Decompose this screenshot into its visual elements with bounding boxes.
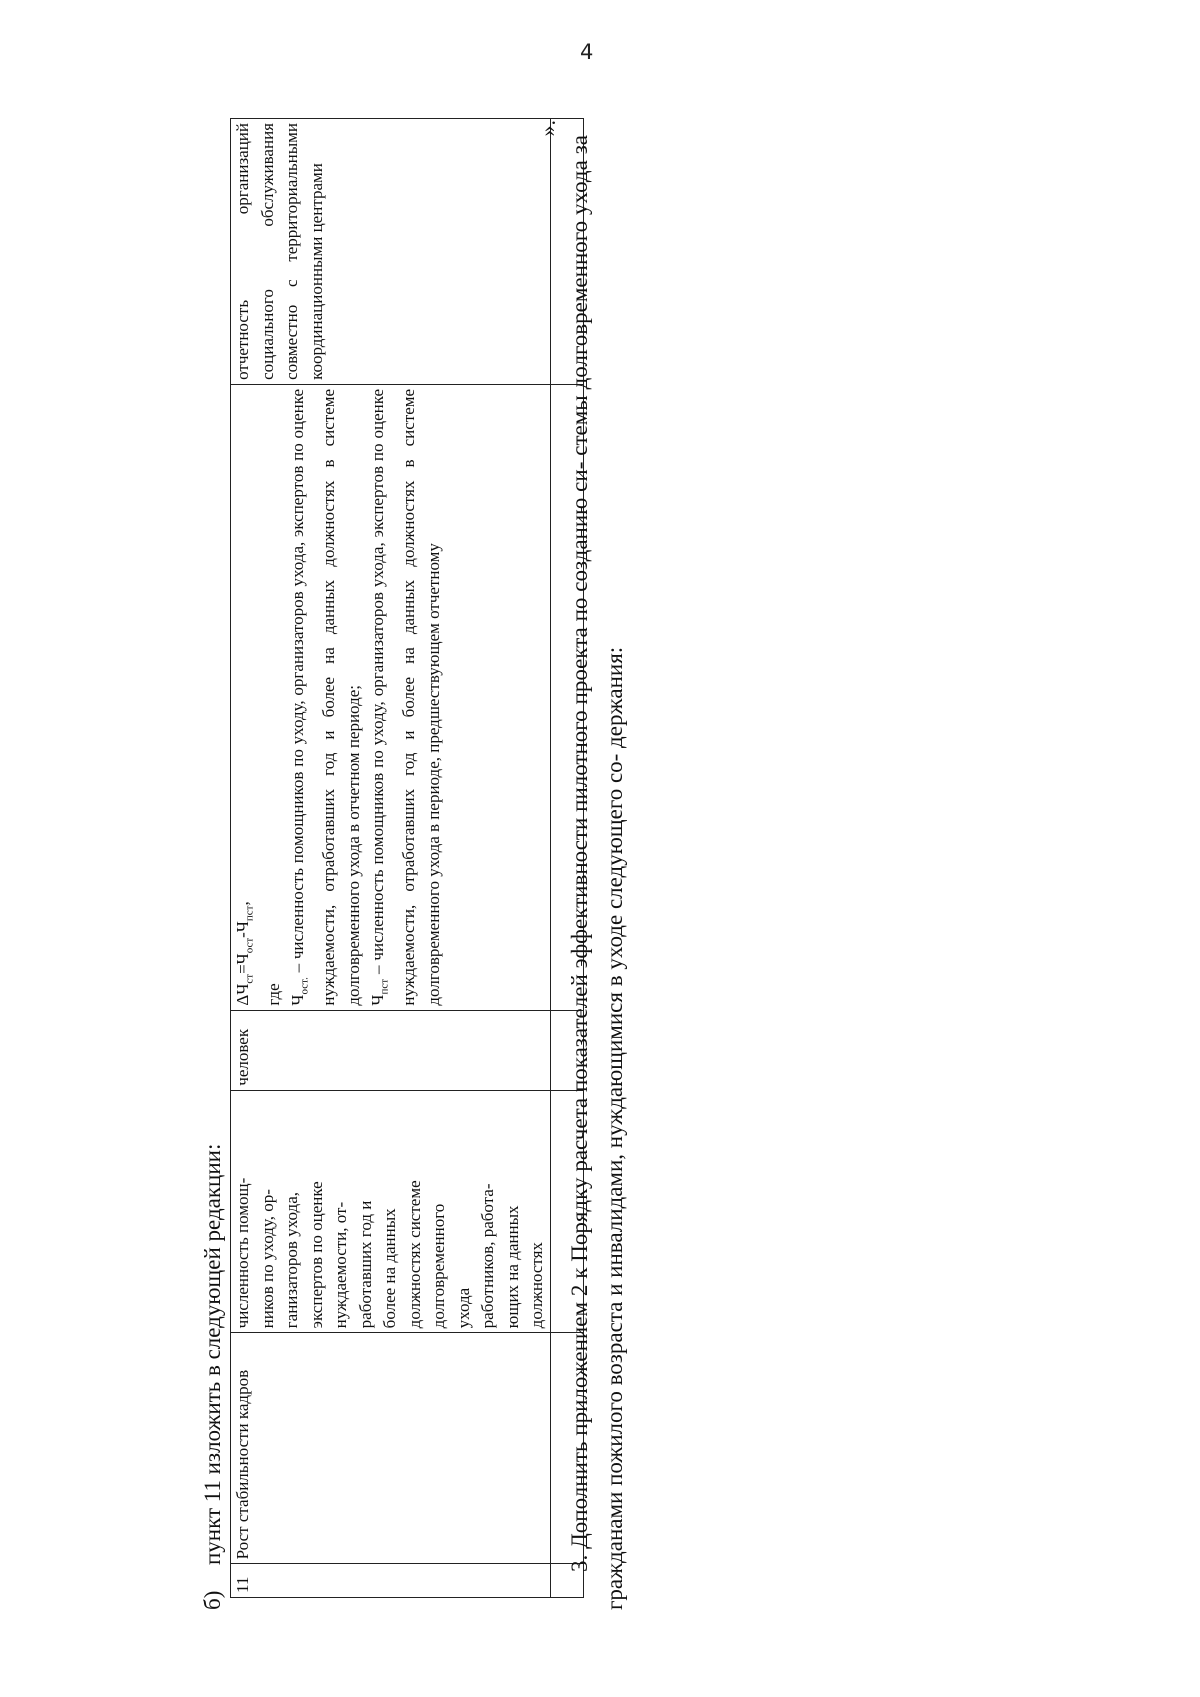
- row-number: 11: [231, 1564, 551, 1598]
- intro-line: [200, 1144, 226, 1610]
- paragraph-line: держания:: [602, 646, 627, 748]
- description-line: долговременного: [429, 1203, 448, 1329]
- indicator-description: [231, 1090, 551, 1333]
- description-line: ганизаторов ухода,: [282, 1192, 301, 1329]
- paragraph-line: 3. Дополнить приложением 2 к Порядку расчета показателей эффективности пилотного проекта по созданию си-: [567, 461, 592, 1572]
- page-number: 4: [580, 40, 594, 64]
- description-line: ющих на данных: [502, 1205, 522, 1329]
- description-line: работников, работа-: [478, 1183, 497, 1329]
- formula-definition-1: $Ч_{ост.}$ – численность помощников по уходу, организаторов ухода, экспертов по оценке нуждаемости, отработавших год и более на данных должностях в системе долговременного ухода в отчетном периоде;: [288, 388, 363, 1006]
- intro-text: пункт 11 изложить в следующей редакции:: [200, 1143, 225, 1565]
- paragraph-line: стемы долговременного ухода за гражданами пожилого возраста и инвалидами, нуждающимися в уходе следующего со-: [567, 135, 627, 1610]
- unit-of-measure: человек: [231, 1010, 551, 1090]
- description-line: численность помощ-: [233, 1177, 252, 1329]
- calculation-formula: [231, 384, 551, 1010]
- closing-quote: ».: [535, 120, 560, 137]
- description-line: нуждаемости, от-: [331, 1201, 350, 1329]
- description-line: должностях: [527, 1242, 546, 1329]
- description-line: ухода: [453, 1287, 473, 1329]
- formula-where: где: [263, 983, 283, 1006]
- description-line: более на данных: [380, 1208, 399, 1329]
- intro-label: б): [200, 1590, 225, 1610]
- description-line: должностях системе: [404, 1180, 424, 1329]
- data-source: отчетность организаций социального обслуживания совместно с территориальными координационными центрами: [231, 119, 551, 385]
- table-row: [231, 119, 551, 1598]
- indicator-table: [230, 118, 584, 1598]
- formula: $\Delta Ч_{ст}=Ч_{ост}-Ч_{пст}$,: [233, 901, 256, 1006]
- formula-definition-2: $Ч_{пст}$ – численность помощников по уходу, организаторов ухода, экспертов по оценке нуждаемости, отработавших год и более на данных должностях в системе долговременного ухода в периоде, предшествующем отчетному: [368, 388, 443, 1006]
- description-line: работавших год и: [355, 1200, 375, 1329]
- description-line: экспертов по оценке: [306, 1181, 326, 1329]
- description-line: ников по уходу, ор-: [257, 1189, 277, 1329]
- rotated-content: [200, 110, 670, 1610]
- indicator-name: Рост стабильности кадров: [231, 1333, 551, 1564]
- amendment-paragraph: [562, 135, 632, 1610]
